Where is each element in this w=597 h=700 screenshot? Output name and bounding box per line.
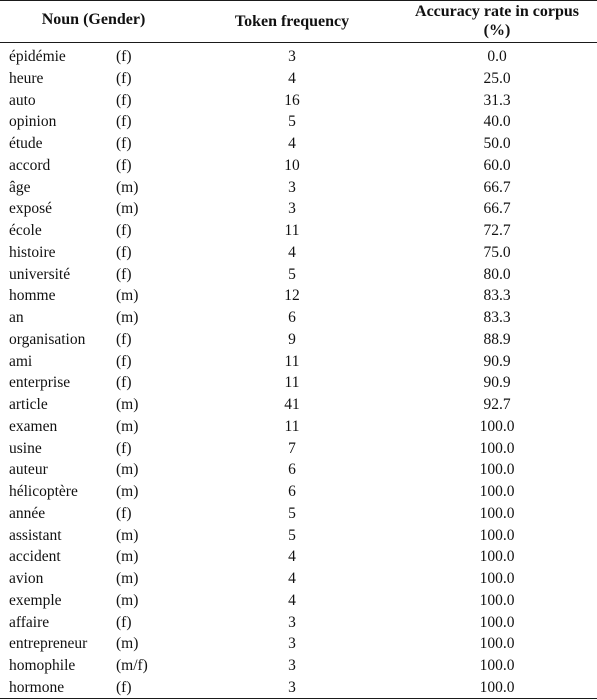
token-frequency-cell: 7	[288, 439, 296, 457]
gender-cell: (m)	[116, 591, 139, 609]
table-row	[0, 285, 597, 307]
gender-cell: (m)	[116, 287, 139, 305]
gender-cell: (f)	[116, 135, 132, 152]
header-accuracy-line2: (%)	[483, 22, 511, 39]
token-frequency-cell: 5	[288, 526, 296, 544]
accuracy-rate-cell: 100.0	[479, 613, 515, 631]
accuracy-rate-cell: 100.0	[479, 504, 515, 522]
noun-cell: accident	[9, 548, 61, 566]
gender-cell: (f)	[116, 48, 132, 65]
table-row	[0, 68, 597, 90]
gender-cell: (m)	[116, 309, 139, 326]
table-row	[0, 329, 597, 351]
table-row	[0, 503, 597, 525]
accuracy-rate-cell: 100.0	[479, 548, 515, 566]
gender-cell: (f)	[116, 265, 132, 283]
noun-cell: hélicoptère	[9, 483, 78, 500]
gender-cell: (f)	[116, 113, 132, 131]
gender-cell: (f)	[116, 156, 132, 174]
gender-cell: (f)	[116, 243, 132, 261]
table-row	[0, 459, 597, 481]
noun-cell: examen	[9, 417, 58, 435]
noun-cell: étude	[9, 135, 43, 152]
token-frequency-cell: 3	[288, 635, 296, 653]
noun-cell: histoire	[9, 243, 56, 261]
token-frequency-cell: 4	[288, 548, 296, 566]
header-accuracy-rate	[397, 2, 597, 40]
token-frequency-cell: 3	[288, 678, 296, 696]
token-frequency-cell: 4	[288, 69, 296, 87]
table-row	[0, 655, 597, 677]
accuracy-rate-cell: 100.0	[479, 591, 515, 609]
token-frequency-cell: 5	[288, 265, 296, 283]
table-row	[0, 242, 597, 264]
token-frequency-cell: 4	[288, 135, 296, 152]
accuracy-rate-cell: 72.7	[483, 222, 511, 239]
token-frequency-cell: 11	[284, 352, 300, 370]
accuracy-rate-cell: 100.0	[479, 657, 515, 674]
noun-cell: exemple	[9, 591, 62, 609]
token-frequency-cell: 41	[284, 396, 300, 413]
gender-cell: (m/f)	[116, 657, 148, 674]
header-noun-gender: Noun (Gender)	[41, 11, 146, 28]
gender-cell: (m)	[116, 635, 139, 653]
gender-cell: (m)	[116, 417, 139, 435]
accuracy-rate-cell: 100.0	[479, 461, 515, 479]
table-row	[0, 351, 597, 373]
token-frequency-cell: 3	[288, 48, 296, 65]
accuracy-rate-cell: 100.0	[479, 570, 515, 587]
table-row	[0, 307, 597, 329]
noun-cell: homophile	[9, 657, 76, 674]
noun-cell: usine	[9, 439, 42, 457]
table-row	[0, 394, 597, 416]
table-row	[0, 438, 597, 460]
noun-cell: hormone	[9, 678, 65, 696]
accuracy-rate-cell: 83.3	[483, 287, 511, 305]
table-row	[0, 612, 597, 634]
table-row	[0, 633, 597, 655]
table-top-rule	[0, 0, 597, 1]
noun-cell: épidémie	[9, 48, 66, 65]
table-row	[0, 155, 597, 177]
gender-cell: (f)	[116, 352, 132, 370]
token-frequency-cell: 6	[288, 309, 296, 326]
table-row	[0, 133, 597, 155]
accuracy-rate-cell: 100.0	[479, 417, 515, 435]
table-row	[0, 525, 597, 547]
gender-cell: (f)	[116, 91, 132, 109]
noun-cell: avion	[9, 570, 44, 587]
token-frequency-cell: 16	[284, 91, 300, 109]
noun-cell: assistant	[9, 526, 62, 544]
noun-cell: organisation	[9, 330, 86, 348]
accuracy-rate-cell: 80.0	[483, 265, 511, 283]
table-row	[0, 416, 597, 438]
accuracy-rate-cell: 31.3	[483, 91, 511, 109]
noun-cell: article	[9, 396, 48, 413]
accuracy-rate-cell: 90.9	[483, 352, 511, 370]
token-frequency-cell: 6	[288, 461, 296, 479]
gender-cell: (f)	[116, 330, 132, 348]
token-frequency-cell: 3	[288, 200, 296, 218]
gender-cell: (f)	[116, 374, 132, 392]
accuracy-rate-cell: 100.0	[479, 483, 515, 500]
gender-cell: (m)	[116, 200, 139, 218]
noun-cell: entrepreneur	[9, 635, 88, 653]
token-frequency-cell: 11	[284, 417, 300, 435]
token-frequency-cell: 12	[284, 287, 300, 305]
token-frequency-cell: 5	[288, 113, 296, 131]
token-frequency-cell: 4	[288, 243, 296, 261]
table-body	[0, 46, 597, 699]
gender-cell: (m)	[116, 396, 139, 413]
table-bottom-rule	[0, 698, 597, 699]
accuracy-rate-cell: 25.0	[483, 69, 511, 87]
table-row	[0, 568, 597, 590]
table-row	[0, 111, 597, 133]
table-row	[0, 198, 597, 220]
accuracy-rate-cell: 100.0	[479, 678, 515, 696]
gender-cell: (m)	[116, 548, 139, 566]
accuracy-rate-cell: 88.9	[483, 330, 511, 348]
accuracy-rate-cell: 92.7	[483, 396, 511, 413]
accuracy-rate-cell: 75.0	[483, 243, 511, 261]
noun-cell: auto	[9, 91, 36, 109]
token-frequency-cell: 11	[284, 374, 300, 392]
noun-cell: an	[9, 309, 24, 326]
table-row	[0, 46, 597, 68]
gender-cell: (f)	[116, 69, 132, 87]
token-frequency-cell: 3	[288, 657, 296, 674]
accuracy-rate-cell: 60.0	[483, 156, 511, 174]
noun-cell: exposé	[9, 200, 53, 218]
noun-cell: affaire	[9, 613, 50, 631]
accuracy-rate-cell: 100.0	[479, 526, 515, 544]
noun-cell: ami	[9, 352, 33, 370]
noun-cell: enterprise	[9, 374, 71, 392]
table-row	[0, 546, 597, 568]
noun-cell: université	[9, 265, 71, 283]
gender-cell: (f)	[116, 613, 132, 631]
header-divider-rule	[0, 42, 597, 43]
accuracy-rate-cell: 100.0	[479, 635, 515, 653]
noun-cell: accord	[9, 156, 51, 174]
gender-cell: (m)	[116, 461, 139, 479]
gender-cell: (m)	[116, 178, 139, 196]
gender-cell: (f)	[116, 439, 132, 457]
table-row	[0, 677, 597, 699]
noun-cell: homme	[9, 287, 56, 305]
table-row	[0, 264, 597, 286]
accuracy-rate-cell: 0.0	[487, 48, 507, 65]
gender-cell: (f)	[116, 222, 132, 239]
accuracy-rate-cell: 83.3	[483, 309, 511, 326]
token-frequency-cell: 9	[288, 330, 296, 348]
table-row	[0, 90, 597, 112]
accuracy-rate-cell: 66.7	[483, 200, 511, 218]
noun-cell: opinion	[9, 113, 57, 131]
gender-cell: (m)	[116, 526, 139, 544]
header-token-frequency: Token frequency	[234, 13, 350, 30]
noun-cell: année	[9, 504, 46, 522]
accuracy-rate-cell: 90.9	[483, 374, 511, 392]
noun-cell: âge	[9, 178, 31, 196]
header-accuracy-line1: Accuracy rate in corpus	[415, 3, 579, 20]
accuracy-rate-cell: 40.0	[483, 113, 511, 131]
accuracy-rate-cell: 50.0	[483, 135, 511, 152]
noun-cell: heure	[9, 69, 44, 87]
gender-cell: (f)	[116, 504, 132, 522]
table-row	[0, 372, 597, 394]
accuracy-rate-cell: 66.7	[483, 178, 511, 196]
token-frequency-cell: 6	[288, 483, 296, 500]
noun-cell: école	[9, 222, 42, 239]
token-frequency-cell: 11	[284, 222, 300, 239]
token-frequency-cell: 5	[288, 504, 296, 522]
table-row	[0, 590, 597, 612]
table-row	[0, 481, 597, 503]
token-frequency-cell: 10	[284, 156, 300, 174]
accuracy-rate-cell: 100.0	[479, 439, 515, 457]
table-row	[0, 220, 597, 242]
token-frequency-cell: 3	[288, 613, 296, 631]
table-row	[0, 177, 597, 199]
token-frequency-cell: 3	[288, 178, 296, 196]
gender-cell: (f)	[116, 678, 132, 696]
token-frequency-cell: 4	[288, 591, 296, 609]
token-frequency-cell: 4	[288, 570, 296, 587]
gender-cell: (m)	[116, 483, 139, 500]
gender-cell: (m)	[116, 570, 139, 587]
noun-cell: auteur	[9, 461, 48, 479]
